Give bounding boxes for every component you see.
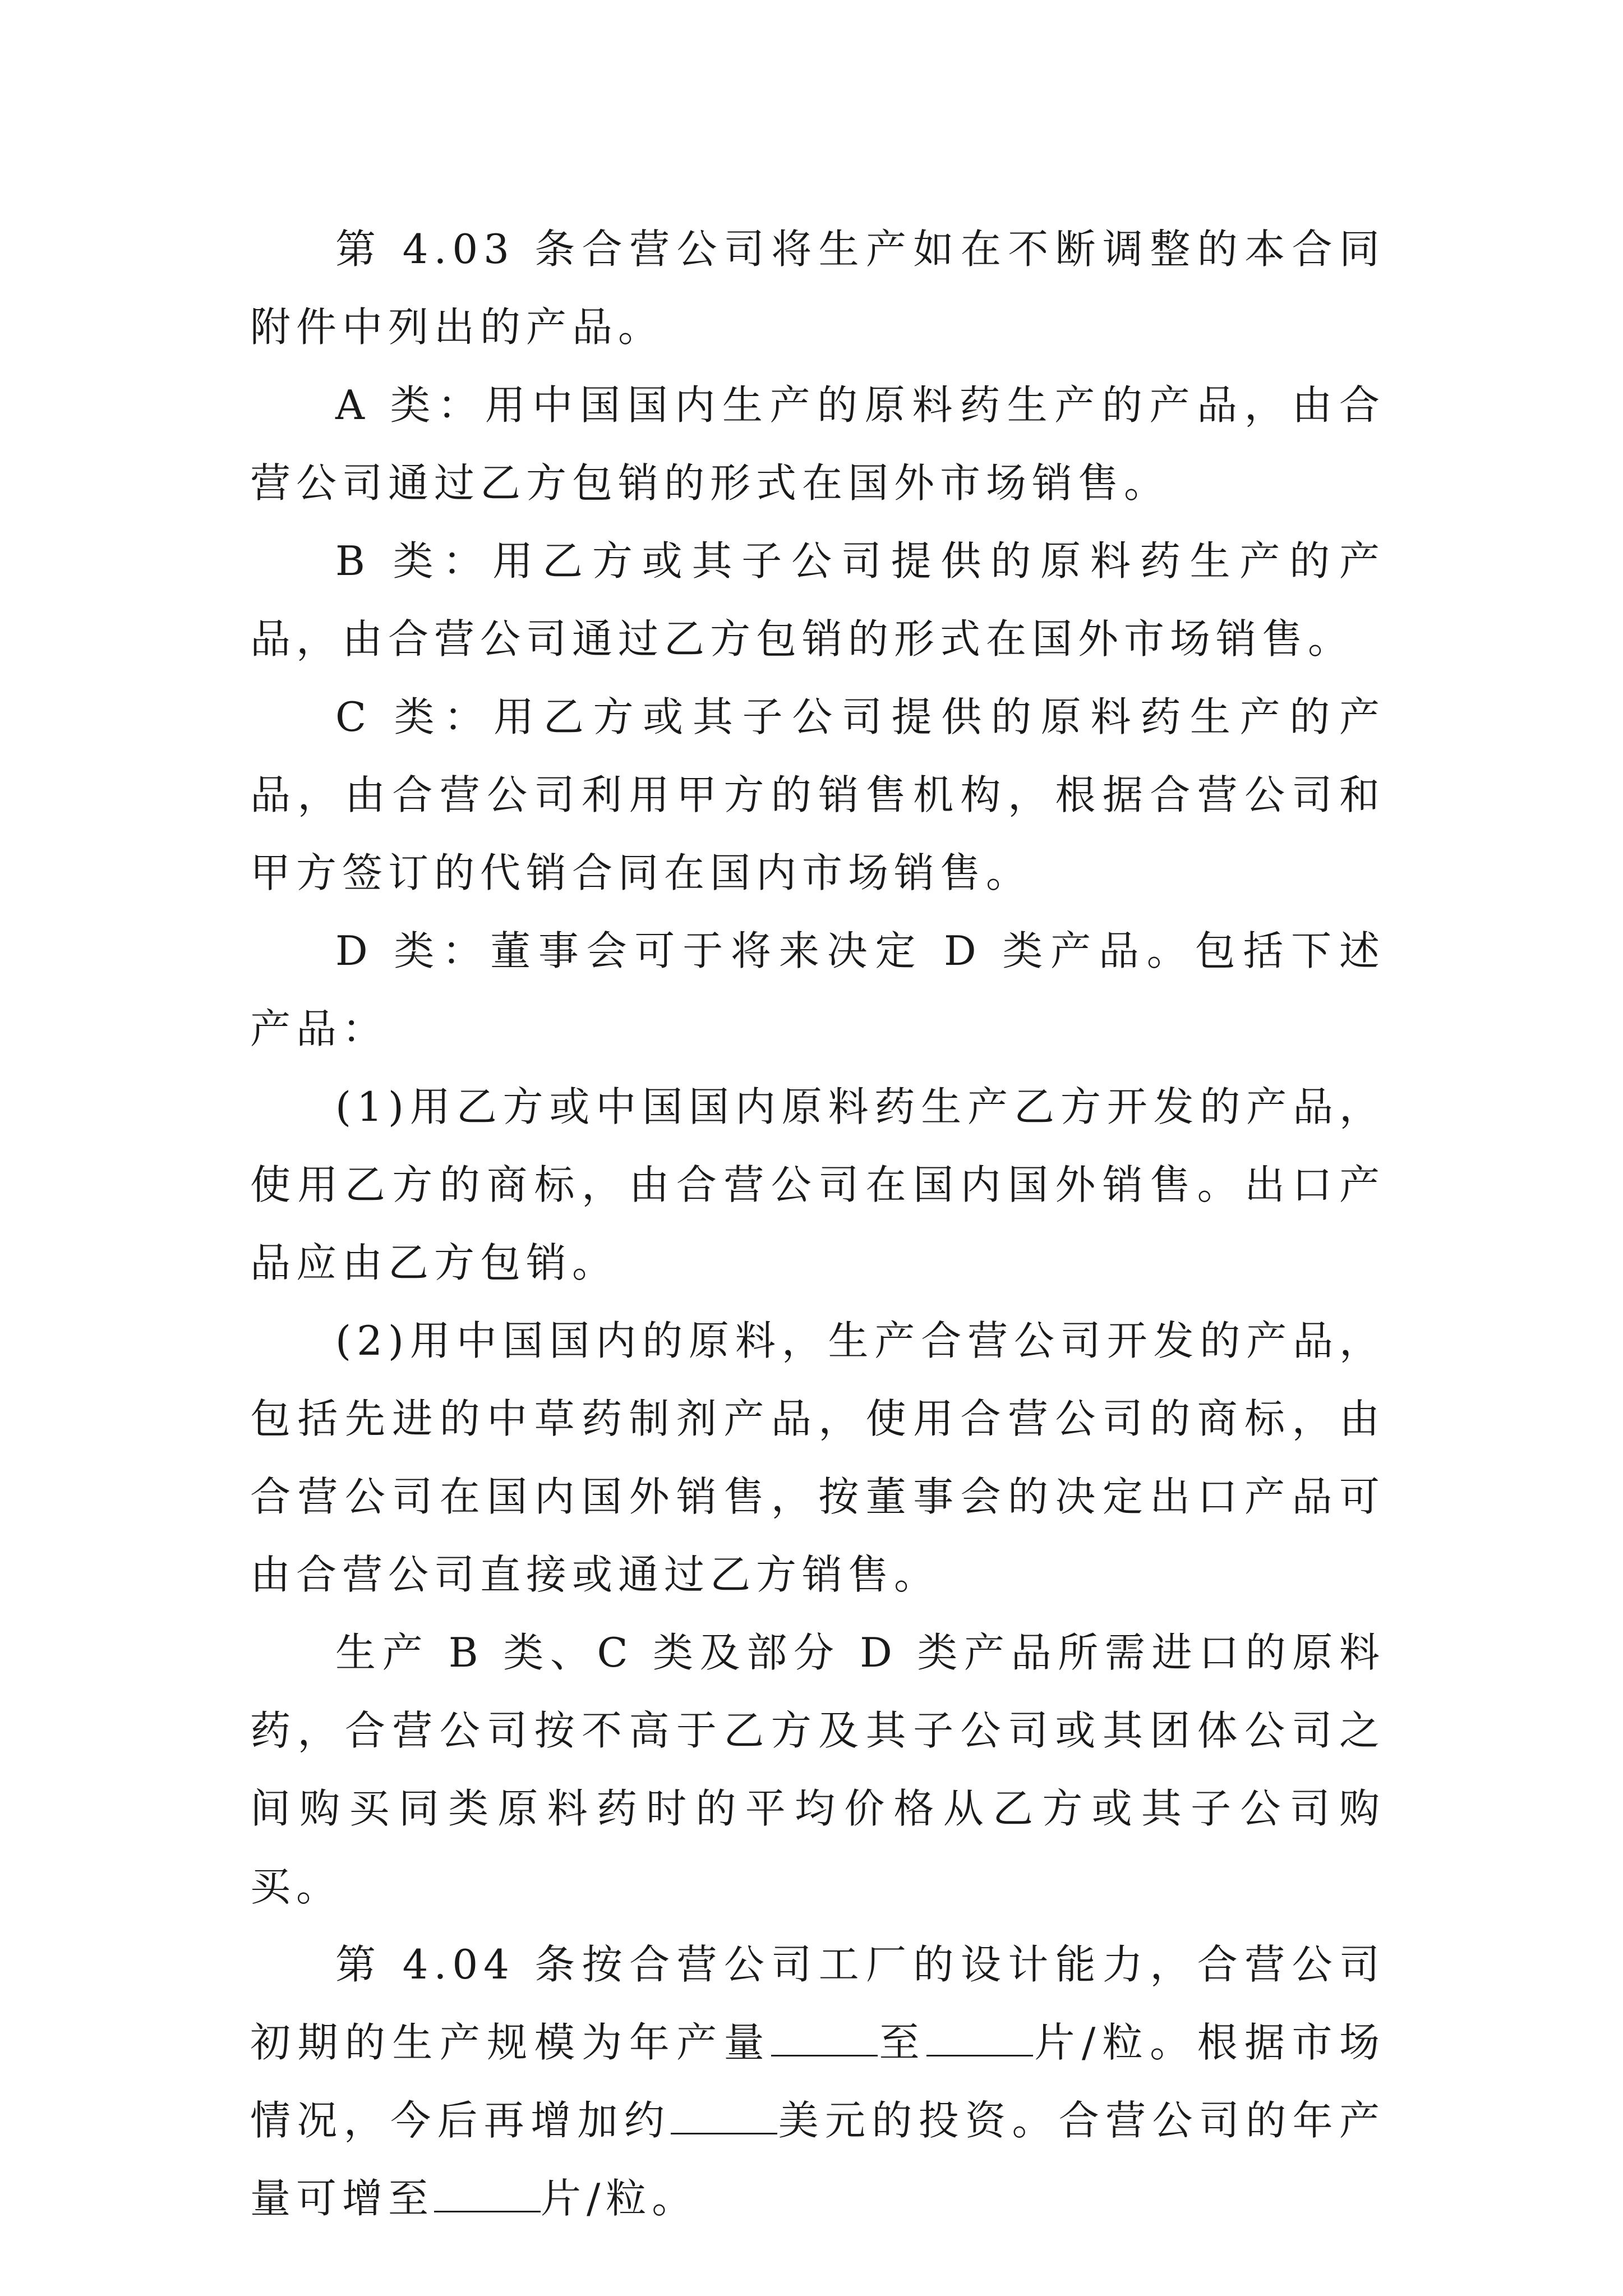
document-body (250, 210, 1385, 2238)
article-4-04-text-2: 至 (878, 2019, 927, 2066)
paragraph-item-1: (1)用乙方或中国国内原料药生产乙方开发的产品，使用乙方的商标，由合营公司在国内国外销售。出口产品应由乙方包销。 (250, 1083, 1385, 1286)
paragraph-category-b: B 类：用乙方或其子公司提供的原料药生产的产品，由合营公司通过乙方包销的形式在国外市场销售。 (250, 537, 1385, 662)
paragraph-item-2: (2)用中国国内的原料，生产合营公司开发的产品，包括先进的中草药制剂产品，使用合营公司的商标，由合营公司在国内国外销售，按董事会的决定出口产品可由合营公司直接或通过乙方销售。 (250, 1317, 1385, 1598)
paragraph-imported-materials: 生产 B 类、C 类及部分 D 类产品所需进口的原料药，合营公司按不高于乙方及其子公司或其团体公司之间购买同类原料药时的平均价格从乙方或其子公司购买。 (250, 1629, 1385, 1910)
increased-output-blank (434, 2167, 541, 2212)
paragraph-article-4-03: 第 4.03 条合营公司将生产如在不断调整的本合同附件中列出的产品。 (250, 226, 1385, 351)
paragraph-article-4-04 (250, 1926, 1385, 2238)
investment-amount-blank (671, 2089, 777, 2134)
annual-output-min-blank (771, 2011, 878, 2056)
article-4-04-text-5: 片/粒。 (541, 2175, 698, 2222)
article-4-04-text-1: 第 4.04 条按合营公司工厂的设计能力，合营公司初期的生产规模为年产量 (250, 1941, 1385, 2066)
annual-output-max-blank (926, 2011, 1033, 2056)
paragraph-category-d: D 类：董事会可于将来决定 D 类产品。包括下述产品： (250, 927, 1385, 1052)
paragraph-category-c: C 类：用乙方或其子公司提供的原料药生产的产品，由合营公司利用甲方的销售机构，根据合营公司和甲方签订的代销合同在国内市场销售。 (250, 693, 1385, 896)
article-4-04-text-4: 美元的投资。合营公司的年产量可增至 (250, 2097, 1385, 2222)
paragraph-category-a: A 类：用中国国内生产的原料药生产的产品，由合营公司通过乙方包销的形式在国外市场销售。 (250, 381, 1385, 507)
article-4-04-text-3: 片/粒。根据市场情况，今后再增加约 (250, 2019, 1385, 2144)
